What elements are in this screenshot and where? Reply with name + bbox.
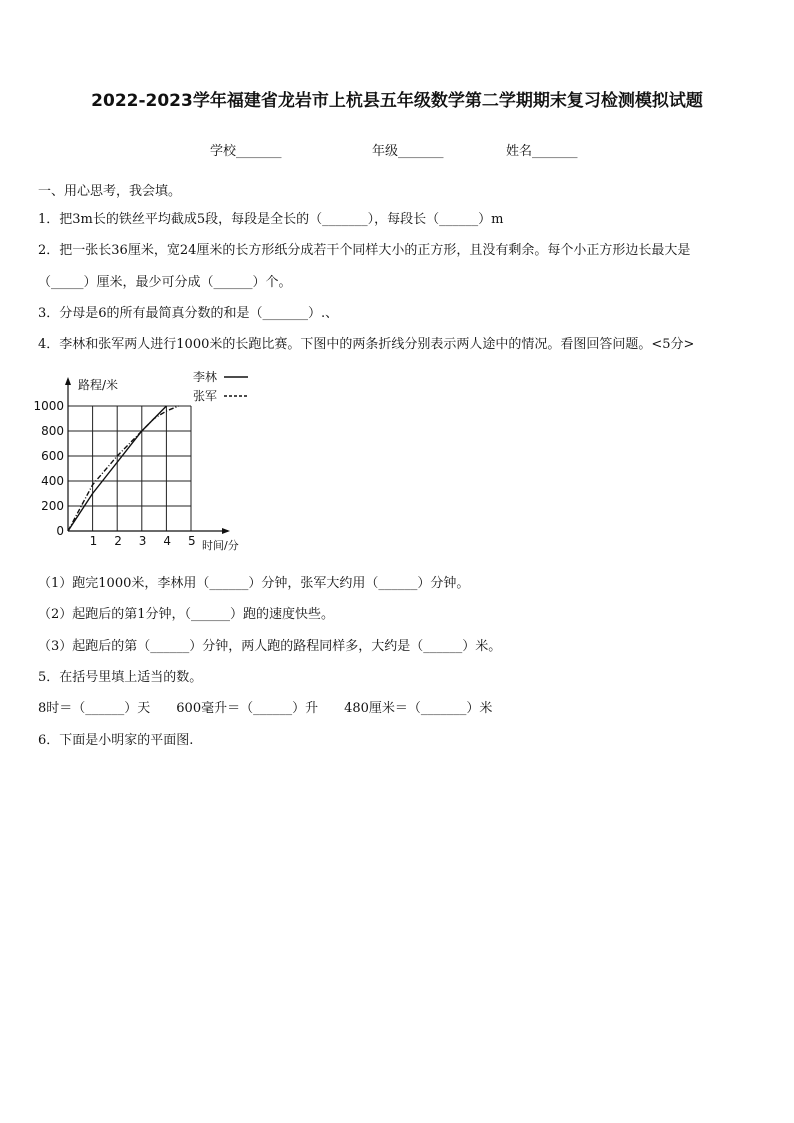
chart-series bbox=[68, 406, 179, 531]
x-tick-label: 1 bbox=[89, 534, 98, 548]
y-tick-label: 400 bbox=[41, 474, 64, 488]
series-line-zhangjun bbox=[68, 406, 179, 531]
school-field: 学校_______ bbox=[210, 144, 282, 159]
y-tick-label: 0 bbox=[56, 524, 64, 538]
y-tick-label: 1000 bbox=[33, 399, 64, 413]
question-4: 4．李林和张军两人进行1000米的长跑比赛。下图中的两条折线分别表示两人途中的情况。看图回答问题。<5分> bbox=[38, 337, 695, 352]
question-2-line-2: （_____）厘米，最少可分成（______）个。 bbox=[38, 275, 292, 290]
question-1: 1．把3m长的铁丝平均截成5段，每段是全长的（_______），每段长（______）m bbox=[38, 212, 504, 227]
x-tick-label: 5 bbox=[188, 534, 196, 548]
y-tick-label: 800 bbox=[41, 424, 64, 438]
x-tick-label: 4 bbox=[163, 534, 172, 548]
race-chart bbox=[28, 363, 268, 558]
chart-axes bbox=[65, 377, 239, 552]
legend-label: 张军 bbox=[193, 389, 218, 403]
question-6: 6．下面是小明家的平面图. bbox=[38, 733, 194, 748]
question-2-line-1: 2．把一张长36厘米，宽24厘米的长方形纸分成若干个同样大小的正方形，且没有剩余。每个小正方形边长最大是 bbox=[38, 243, 691, 258]
x-axis-arrow bbox=[222, 528, 230, 534]
page-title: 2022-2023学年福建省龙岩市上杭县五年级数学第二学期期末复习检测模拟试题 bbox=[91, 91, 703, 111]
x-tick-label: 2 bbox=[114, 534, 122, 548]
question-4-3: （3）起跑后的第（______）分钟，两人跑的路程同样多，大约是（______）米。 bbox=[38, 639, 502, 654]
y-tick-label: 600 bbox=[41, 449, 64, 463]
question-5: 5．在括号里填上适当的数。 bbox=[38, 670, 203, 685]
chart-grid bbox=[68, 406, 191, 531]
section-heading: 一、用心思考，我会填。 bbox=[38, 184, 182, 199]
name-field: 姓名_______ bbox=[506, 144, 578, 159]
legend-label: 李林 bbox=[193, 370, 218, 384]
x-axis-label: 时间/分 bbox=[202, 539, 239, 552]
x-tick-label: 3 bbox=[138, 534, 147, 548]
question-5-items: 8时＝（______）天 600毫升＝（______）升 480厘米＝（_______）米 bbox=[38, 701, 493, 716]
chart-ticks bbox=[33, 399, 195, 548]
chart-legend bbox=[193, 369, 248, 403]
y-axis-label: 路程/米 bbox=[78, 378, 119, 392]
grade-field: 年级_______ bbox=[372, 144, 444, 159]
question-4-2: （2）起跑后的第1分钟，（______）跑的速度快些。 bbox=[38, 607, 335, 622]
question-3: 3．分母是6的所有最简真分数的和是（_______）.、 bbox=[38, 306, 339, 321]
y-tick-label: 200 bbox=[41, 499, 64, 513]
question-4-1: （1）跑完1000米，李林用（______）分钟，张军大约用（______）分钟。 bbox=[38, 576, 470, 591]
y-axis-arrow bbox=[65, 377, 71, 385]
